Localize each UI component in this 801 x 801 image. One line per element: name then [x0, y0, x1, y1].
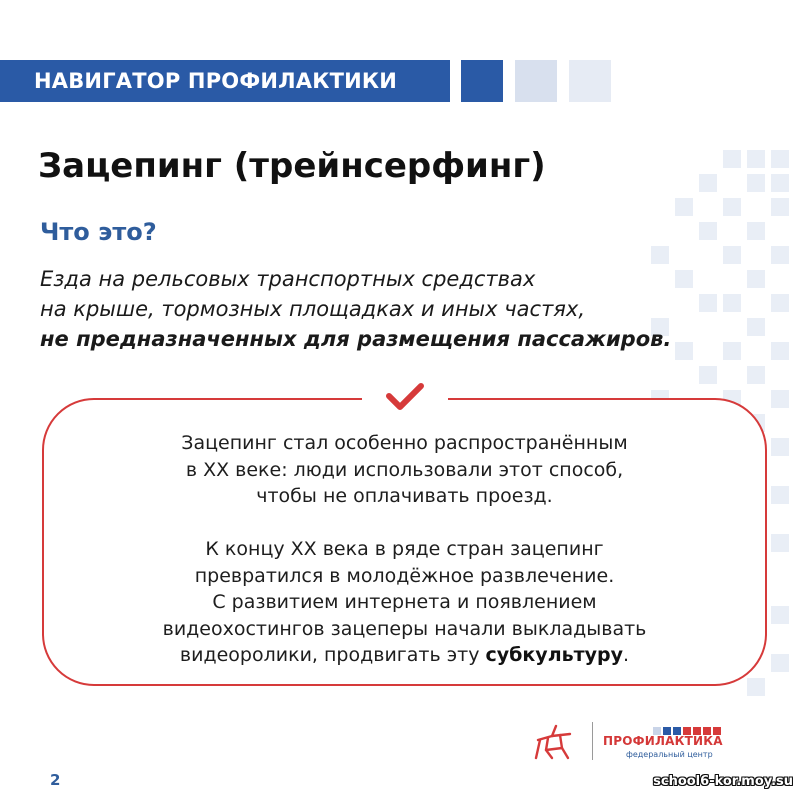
definition-line: Езда на рельсовых транспортных средствах: [40, 267, 536, 291]
card-text: [42, 430, 767, 669]
card-line: С развитием интернета и появлением: [212, 591, 597, 613]
logo-divider: [592, 722, 593, 760]
header-title: НАВИГАТОР ПРОФИЛАКТИКИ: [34, 69, 398, 93]
train-surfer-logo-icon: [530, 720, 576, 762]
section-subtitle: Что это?: [40, 218, 157, 246]
card-line-last: [42, 642, 767, 669]
page-number: 2: [50, 771, 61, 789]
site-watermark: school6-kor.moy.su: [653, 774, 793, 789]
checkmark-icon: [383, 380, 427, 416]
card-line: Зацепинг стал особенно распространённым: [181, 432, 628, 454]
logo-name: ПРОФИЛАКТИКА: [603, 734, 723, 748]
definition-line: на крыше, тормозных площадках и иных частях,: [40, 297, 586, 321]
card-line: К концу XX века в ряде стран зацепинг: [205, 538, 604, 560]
definition-line-bold: не предназначенных для размещения пассажиров.: [40, 327, 672, 351]
card-line-suffix: .: [623, 644, 630, 666]
subculture-term: субкультуру: [485, 644, 624, 666]
card-line-prefix: видеоролики, продвигать эту: [179, 644, 486, 666]
page-title: Зацепинг (трейнсерфинг): [38, 146, 546, 186]
definition-text: [40, 264, 760, 354]
card-line: превратился в молодёжное развлечение.: [194, 564, 615, 587]
logo-subtitle: федеральный центр: [626, 750, 713, 759]
card-line: видеохостингов зацеперы начали выкладывать: [162, 617, 647, 640]
card-line: чтобы не оплачивать проезд.: [256, 485, 553, 507]
card-line: в XX веке: люди использовали этот способ,: [185, 458, 624, 481]
header-square-light: [515, 60, 557, 102]
paragraph-spacer: [42, 510, 767, 537]
card-paragraph-2: [42, 536, 767, 669]
header-square-dark: [461, 60, 503, 102]
header-square-lighter: [569, 60, 611, 102]
card-paragraph-1: [42, 430, 767, 510]
